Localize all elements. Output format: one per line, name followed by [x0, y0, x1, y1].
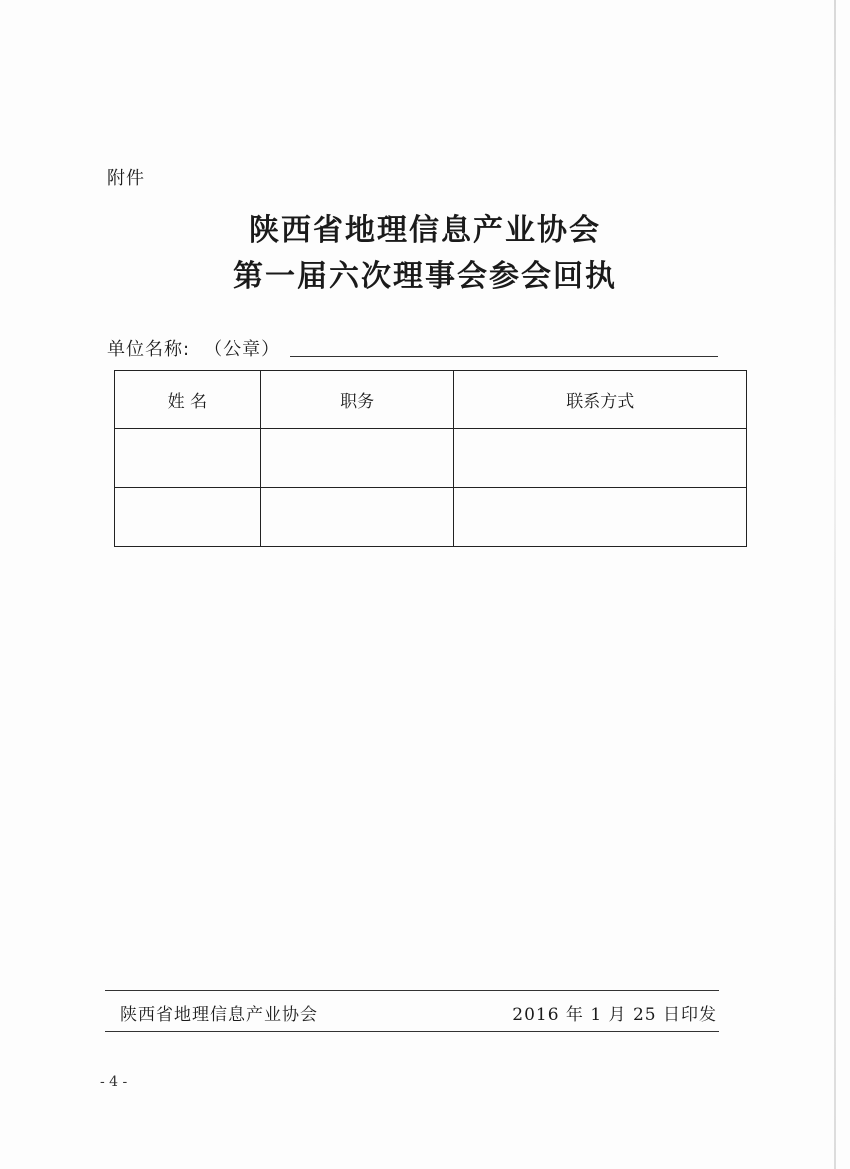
- table-header-row: [115, 371, 747, 429]
- cell-contact: [454, 429, 747, 488]
- footer-rule-bottom: [105, 1031, 719, 1032]
- cell-position: [260, 488, 454, 547]
- document-title-line1: 陕西省地理信息产业协会: [249, 213, 601, 248]
- cell-name: [115, 488, 261, 547]
- cell-name: [115, 429, 261, 488]
- cell-contact: [454, 488, 747, 547]
- reply-table: [114, 370, 747, 547]
- footer-rule-top: [105, 990, 719, 991]
- scan-edge: [834, 0, 836, 1169]
- organization-label: 单位名称:: [107, 339, 191, 360]
- footer-issuer: 陕西省地理信息产业协会: [120, 1005, 318, 1025]
- table-row: [115, 488, 747, 547]
- footer-issue-date: 2016 年 1 月 25 日印发: [512, 1005, 717, 1025]
- organization-fill-line: [290, 356, 718, 357]
- attachment-label: 附件: [107, 168, 145, 189]
- header-name: 姓 名: [115, 371, 261, 429]
- table-row: [115, 429, 747, 488]
- cell-position: [260, 429, 454, 488]
- header-contact: 联系方式: [454, 371, 747, 429]
- page-number: - 4 -: [100, 1074, 128, 1090]
- document-title-line2: 第一届六次理事会参会回执: [233, 259, 617, 294]
- seal-note: （公章）: [204, 339, 281, 360]
- header-position: 职务: [260, 371, 454, 429]
